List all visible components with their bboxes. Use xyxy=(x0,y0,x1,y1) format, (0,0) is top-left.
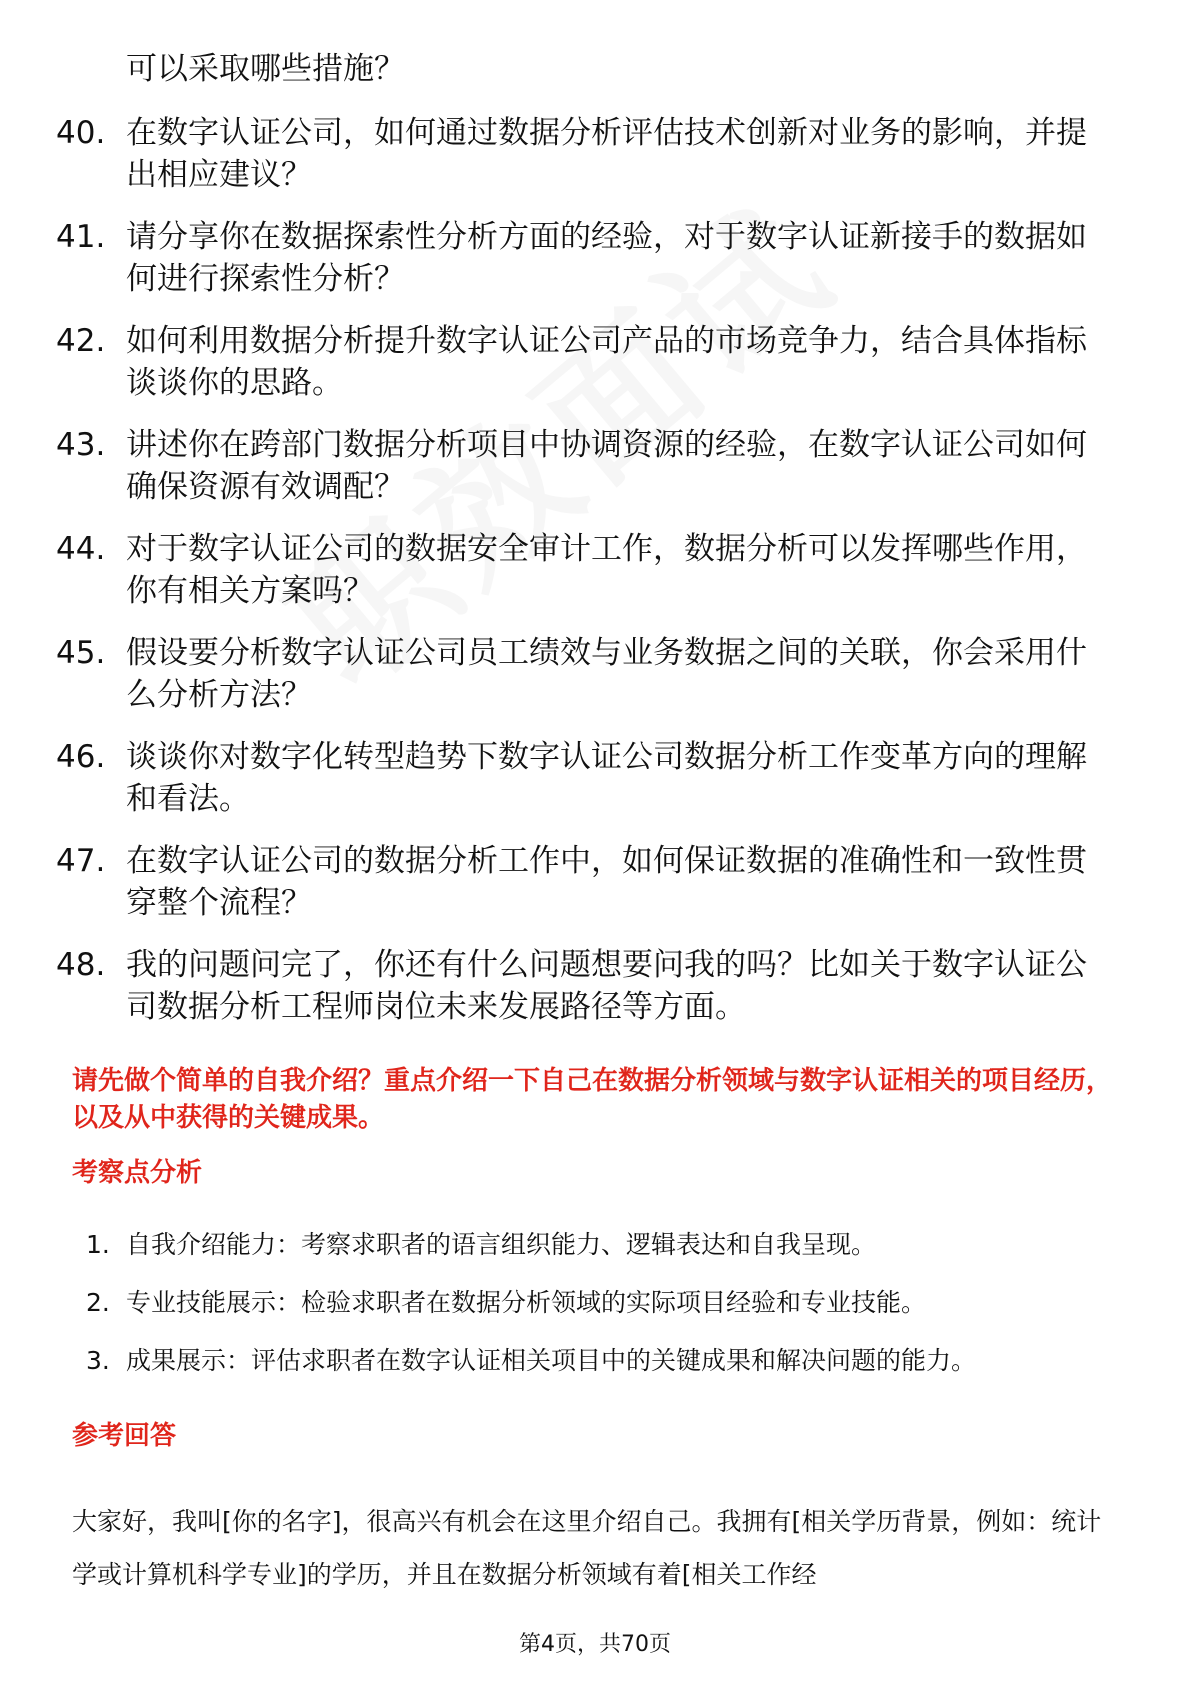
highlight-question: 请先做个简单的自我介绍？重点介绍一下自己在数据分析领域与数字认证相关的项目经历，以及从中获得的关键成果。 xyxy=(72,1066,1113,1133)
question-number: 48. xyxy=(56,947,106,983)
analysis-text: 专业技能展示：检验求职者在数据分析领域的实际项目经验和专业技能。 xyxy=(126,1288,927,1317)
question-text: 假设要分析数字认证公司员工绩效与业务数据之间的关联，你会采用什么分析方法？ xyxy=(126,635,1087,713)
question-item xyxy=(56,840,1116,924)
question-text: 请分享你在数据探索性分析方面的经验，对于数字认证新接手的数据如何进行探索性分析？ xyxy=(126,219,1087,297)
question-item xyxy=(56,112,1116,196)
question-number: 42. xyxy=(56,323,106,359)
question-item xyxy=(56,632,1116,716)
question-text: 讲述你在跨部门数据分析项目中协调资源的经验，在数字认证公司如何确保资源有效调配？ xyxy=(126,427,1087,505)
question-text: 谈谈你对数字化转型趋势下数字认证公司数据分析工作变革方向的理解和看法。 xyxy=(126,739,1087,817)
question-text: 在数字认证公司的数据分析工作中，如何保证数据的准确性和一致性贯穿整个流程？ xyxy=(126,843,1087,921)
analysis-item xyxy=(86,1343,1136,1379)
question-item xyxy=(56,736,1116,820)
question-39-continuation: 可以采取哪些措施？ xyxy=(126,51,405,87)
analysis-item xyxy=(86,1285,1136,1321)
analysis-text: 成果展示：评估求职者在数字认证相关项目中的关键成果和解决问题的能力。 xyxy=(126,1346,977,1375)
answer-heading: 参考回答 xyxy=(72,1421,177,1451)
question-number: 47. xyxy=(56,843,106,879)
question-item xyxy=(56,320,1116,404)
question-number: 43. xyxy=(56,427,106,463)
analysis-item xyxy=(86,1227,1136,1263)
question-text: 如何利用数据分析提升数字认证公司产品的市场竞争力，结合具体指标谈谈你的思路。 xyxy=(126,323,1087,401)
question-text: 在数字认证公司，如何通过数据分析评估技术创新对业务的影响，并提出相应建议？ xyxy=(126,115,1087,193)
question-item xyxy=(56,944,1116,1028)
analysis-text: 自我介绍能力：考察求职者的语言组织能力、逻辑表达和自我呈现。 xyxy=(126,1230,877,1259)
question-list xyxy=(56,112,1116,1048)
analysis-list xyxy=(86,1227,1136,1401)
analysis-number: 2. xyxy=(86,1288,110,1317)
analysis-number: 3. xyxy=(86,1346,110,1375)
page-footer: 第4页，共70页 xyxy=(519,1632,671,1657)
question-item xyxy=(56,528,1116,612)
question-text: 对于数字认证公司的数据安全审计工作，数据分析可以发挥哪些作用，你有相关方案吗？ xyxy=(126,531,1087,609)
question-number: 41. xyxy=(56,219,106,255)
answer-paragraph: 大家好，我叫[你的名字]，很高兴有机会在这里介绍自己。我拥有[相关学历背景，例如：统计学或计算机科学专业]的学历，并且在数据分析领域有着[相关工作经 xyxy=(72,1507,1102,1589)
question-number: 45. xyxy=(56,635,106,671)
analysis-number: 1. xyxy=(86,1230,110,1259)
question-number: 44. xyxy=(56,531,106,567)
question-number: 46. xyxy=(56,739,106,775)
question-item xyxy=(56,216,1116,300)
question-number: 40. xyxy=(56,115,106,151)
question-text: 我的问题问完了，你还有什么问题想要问我的吗？比如关于数字认证公司数据分析工程师岗位未来发展路径等方面。 xyxy=(126,947,1087,1025)
analysis-heading: 考察点分析 xyxy=(72,1158,203,1188)
question-item xyxy=(56,424,1116,508)
